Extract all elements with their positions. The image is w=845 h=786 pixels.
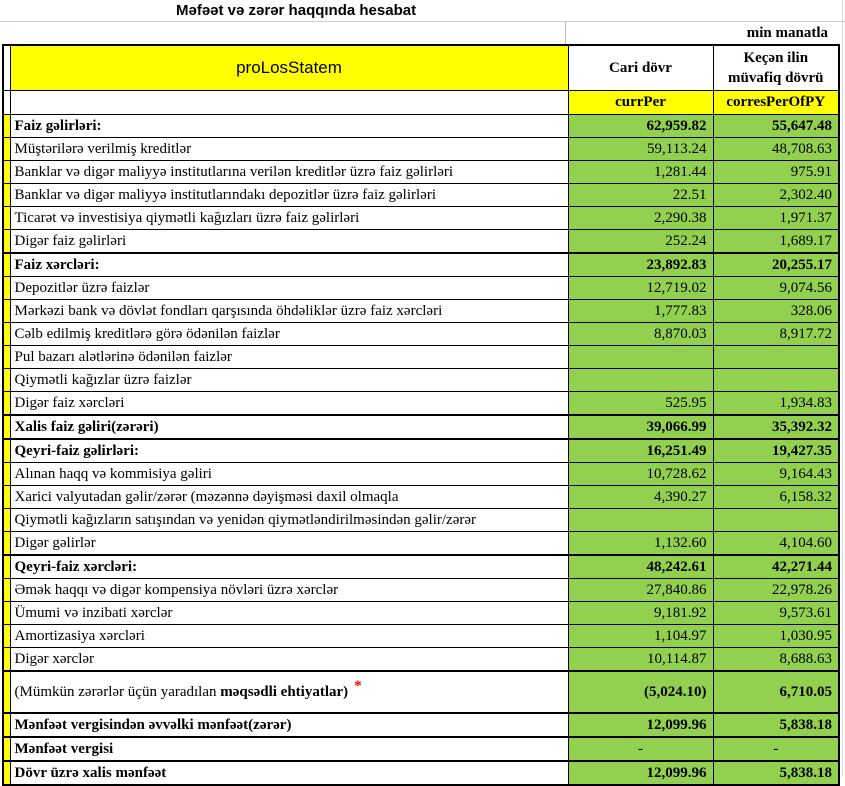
- row-label[interactable]: Xalis faiz gəliri(zərəri): [10, 415, 568, 439]
- header-marker-cell[interactable]: [3, 45, 10, 91]
- table-row: [3, 439, 839, 463]
- table-row: [3, 602, 839, 625]
- row-label[interactable]: Digər gəlirlər: [10, 532, 568, 556]
- row-label[interactable]: Qiymətli kağızlar üzrə faizlər: [10, 369, 568, 392]
- row-label[interactable]: Mənfəət vergisi: [10, 737, 568, 761]
- table-row: [3, 184, 839, 207]
- row-label[interactable]: Dövr üzrə xalis mənfəət: [10, 761, 568, 785]
- row-label[interactable]: Müştərilərə verilmiş kreditlər: [10, 138, 568, 161]
- value-current[interactable]: 252.24: [568, 230, 713, 254]
- value-current[interactable]: 1,132.60: [568, 532, 713, 556]
- table-row: [3, 625, 839, 648]
- provisions-label-regular: (Mümkün zərərlər üçün yaradılan: [14, 683, 221, 700]
- report-title-row: [0, 0, 845, 22]
- row-label[interactable]: Banklar və digər maliyyə institutlarına verilən kreditlər üzrə faiz gəlirləri: [10, 161, 568, 184]
- row-marker-cell[interactable]: [3, 369, 10, 392]
- row-marker-cell[interactable]: [3, 648, 10, 672]
- value-current[interactable]: 4,390.27: [568, 486, 713, 509]
- value-prior[interactable]: 9,164.43: [713, 463, 839, 486]
- value-prior[interactable]: 42,271.44: [713, 555, 839, 579]
- value-current[interactable]: (5,024.10): [568, 671, 713, 713]
- table-row: [3, 277, 839, 300]
- value-current[interactable]: [568, 509, 713, 532]
- subheader-current[interactable]: currPer: [568, 91, 713, 115]
- row-marker-cell[interactable]: [3, 115, 10, 138]
- row-marker-cell[interactable]: [3, 602, 10, 625]
- value-current[interactable]: 1,281.44: [568, 161, 713, 184]
- statement-id-cell[interactable]: proLosStatem: [10, 45, 568, 91]
- report-title: Məfəət və zərər haqqında hesabat: [176, 2, 417, 19]
- table-row-provisions: [3, 671, 839, 713]
- value-prior[interactable]: [713, 509, 839, 532]
- row-label[interactable]: Ticarət və investisiya qiymətli kağızları üzrə faiz gəlirləri: [10, 207, 568, 230]
- value-current[interactable]: 12,099.96: [568, 713, 713, 737]
- value-current[interactable]: 12,099.96: [568, 761, 713, 785]
- row-marker-cell[interactable]: [3, 138, 10, 161]
- row-label[interactable]: Digər faiz gəlirləri: [10, 230, 568, 254]
- subheader-prior[interactable]: corresPerOfPY: [713, 91, 839, 115]
- value-current[interactable]: 39,066.99: [568, 415, 713, 439]
- row-marker-cell[interactable]: [3, 579, 10, 602]
- row-marker-cell[interactable]: [3, 277, 10, 300]
- value-current[interactable]: 525.95: [568, 392, 713, 416]
- value-prior[interactable]: 8,917.72: [713, 323, 839, 346]
- unit-row-spacer: [2, 22, 566, 44]
- value-current[interactable]: 9,181.92: [568, 602, 713, 625]
- row-label[interactable]: Alınan haqq və kommisiya gəliri: [10, 463, 568, 486]
- table-row: [3, 555, 839, 579]
- table-row: [3, 761, 839, 785]
- value-current[interactable]: 2,290.38: [568, 207, 713, 230]
- row-marker-cell[interactable]: [3, 532, 10, 556]
- row-marker-cell[interactable]: [3, 392, 10, 416]
- table-row: [3, 207, 839, 230]
- table-row: [3, 230, 839, 254]
- row-label[interactable]: Cəlb edilmiş kreditlərə görə ödənilən faizlər: [10, 323, 568, 346]
- row-marker-cell[interactable]: [3, 346, 10, 369]
- table-row: [3, 648, 839, 672]
- value-current[interactable]: 10,728.62: [568, 463, 713, 486]
- table-row: [3, 415, 839, 439]
- unit-note[interactable]: min manatla: [746, 24, 828, 41]
- row-label[interactable]: Ümumi və inzibati xərclər: [10, 602, 568, 625]
- table-row: [3, 115, 839, 138]
- row-marker-cell[interactable]: [3, 555, 10, 579]
- row-label[interactable]: Xarici valyutadan gəlir/zərər (məzənnə dəyişməsi daxil olmaqla: [10, 486, 568, 509]
- row-marker-cell[interactable]: [3, 486, 10, 509]
- row-label[interactable]: Qiymətli kağızların satışından və yenidən qiymətləndirilməsindən gəlir/zərər: [10, 509, 568, 532]
- table-row: [3, 737, 839, 761]
- row-label[interactable]: Amortizasiya xərcləri: [10, 625, 568, 648]
- value-current[interactable]: 48,242.61: [568, 555, 713, 579]
- value-current[interactable]: 22.51: [568, 184, 713, 207]
- value-current[interactable]: 59,113.24: [568, 138, 713, 161]
- table-row: [3, 486, 839, 509]
- column-header-current[interactable]: Cari dövr: [568, 45, 713, 91]
- row-marker-cell[interactable]: [3, 300, 10, 323]
- row-marker-cell[interactable]: [3, 230, 10, 254]
- value-prior[interactable]: 1,971.37: [713, 207, 839, 230]
- value-prior[interactable]: 9,074.56: [713, 277, 839, 300]
- value-prior[interactable]: [713, 346, 839, 369]
- value-prior[interactable]: 48,708.63: [713, 138, 839, 161]
- value-current[interactable]: 8,870.03: [568, 323, 713, 346]
- value-current[interactable]: 27,840.86: [568, 579, 713, 602]
- table-row: [3, 463, 839, 486]
- value-current[interactable]: 10,114.87: [568, 648, 713, 672]
- table-row: [3, 138, 839, 161]
- row-marker-cell[interactable]: [3, 737, 10, 761]
- row-marker-cell[interactable]: [3, 253, 10, 277]
- row-label[interactable]: Faiz xərcləri:: [10, 253, 568, 277]
- row-marker-cell[interactable]: [3, 509, 10, 532]
- value-prior[interactable]: 9,573.61: [713, 602, 839, 625]
- row-label[interactable]: Digər faiz xərcləri: [10, 392, 568, 416]
- value-prior[interactable]: 8,688.63: [713, 648, 839, 672]
- unit-note-row: [2, 22, 836, 44]
- row-marker-cell[interactable]: [3, 625, 10, 648]
- value-current[interactable]: 62,959.82: [568, 115, 713, 138]
- row-label[interactable]: Mərkəzi bank və dövlət fondları qarşısında öhdəliklər üzrə faiz xərcləri: [10, 300, 568, 323]
- value-prior[interactable]: 975.91: [713, 161, 839, 184]
- value-prior[interactable]: 5,838.18: [713, 761, 839, 785]
- value-prior[interactable]: 1,689.17: [713, 230, 839, 254]
- table-row: [3, 579, 839, 602]
- subheader-marker-cell[interactable]: [3, 91, 10, 115]
- value-prior[interactable]: 1,030.95: [713, 625, 839, 648]
- value-prior[interactable]: 2,302.40: [713, 184, 839, 207]
- value-current[interactable]: 1,104.97: [568, 625, 713, 648]
- value-current[interactable]: 23,892.83: [568, 253, 713, 277]
- row-marker-cell[interactable]: [3, 713, 10, 737]
- row-marker-cell[interactable]: [3, 761, 10, 785]
- table-subheader-row: [3, 91, 839, 115]
- value-current[interactable]: [568, 346, 713, 369]
- table-row: [3, 161, 839, 184]
- value-current[interactable]: -: [568, 737, 713, 761]
- table-row: [3, 323, 839, 346]
- value-prior[interactable]: 4,104.60: [713, 532, 839, 556]
- table-header-row: [3, 45, 839, 91]
- value-current[interactable]: 16,251.49: [568, 439, 713, 463]
- value-prior[interactable]: 19,427.35: [713, 439, 839, 463]
- row-label[interactable]: Mənfəət vergisindən əvvəlki mənfəət(zərər): [10, 713, 568, 737]
- row-label[interactable]: Faiz gəlirləri:: [10, 115, 568, 138]
- value-prior[interactable]: 22,978.26: [713, 579, 839, 602]
- value-prior[interactable]: 6,710.05: [713, 671, 839, 713]
- row-marker-cell[interactable]: [3, 207, 10, 230]
- row-label[interactable]: Əmək haqqı və digər kompensiya növləri üzrə xərclər: [10, 579, 568, 602]
- table-row: [3, 369, 839, 392]
- value-prior[interactable]: 5,838.18: [713, 713, 839, 737]
- value-prior[interactable]: 328.06: [713, 300, 839, 323]
- value-current[interactable]: 1,777.83: [568, 300, 713, 323]
- column-header-prior[interactable]: Keçən ilin müvafiq dövrü: [713, 45, 839, 91]
- value-prior[interactable]: 35,392.32: [713, 415, 839, 439]
- table-row: [3, 532, 839, 556]
- table-row: [3, 300, 839, 323]
- table-row: [3, 392, 839, 416]
- value-prior[interactable]: [713, 369, 839, 392]
- value-prior[interactable]: 55,647.48: [713, 115, 839, 138]
- row-marker-cell[interactable]: [3, 323, 10, 346]
- table-row: [3, 346, 839, 369]
- value-prior[interactable]: 20,255.17: [713, 253, 839, 277]
- table-row: [3, 509, 839, 532]
- row-label[interactable]: Depozitlər üzrə faizlər: [10, 277, 568, 300]
- row-label[interactable]: Banklar və digər maliyyə institutlarındakı depozitlər üzrə faiz gəlirləri: [10, 184, 568, 207]
- table-row: [3, 253, 839, 277]
- row-marker-cell[interactable]: [3, 671, 10, 713]
- value-current[interactable]: [568, 369, 713, 392]
- row-label[interactable]: Pul bazarı alətlərinə ödənilən faizlər: [10, 346, 568, 369]
- footnote-asterisk: *: [354, 677, 362, 694]
- subheader-empty-cell[interactable]: [10, 91, 568, 115]
- row-marker-cell[interactable]: [3, 463, 10, 486]
- value-prior[interactable]: 1,934.83: [713, 392, 839, 416]
- row-marker-cell[interactable]: [3, 161, 10, 184]
- row-marker-cell[interactable]: [3, 184, 10, 207]
- provisions-label-bold: məqsədli ehtiyatlar): [220, 683, 349, 700]
- row-marker-cell[interactable]: [3, 439, 10, 463]
- value-prior[interactable]: 6,158.32: [713, 486, 839, 509]
- value-current[interactable]: 12,719.02: [568, 277, 713, 300]
- row-label[interactable]: Qeyri-faiz gəlirləri:: [10, 439, 568, 463]
- pl-statement-table: [2, 44, 840, 786]
- row-label[interactable]: [10, 671, 568, 713]
- table-row: [3, 713, 839, 737]
- row-label[interactable]: Qeyri-faiz xərcləri:: [10, 555, 568, 579]
- row-label[interactable]: Digər xərclər: [10, 648, 568, 672]
- value-prior[interactable]: -: [713, 737, 839, 761]
- row-marker-cell[interactable]: [3, 415, 10, 439]
